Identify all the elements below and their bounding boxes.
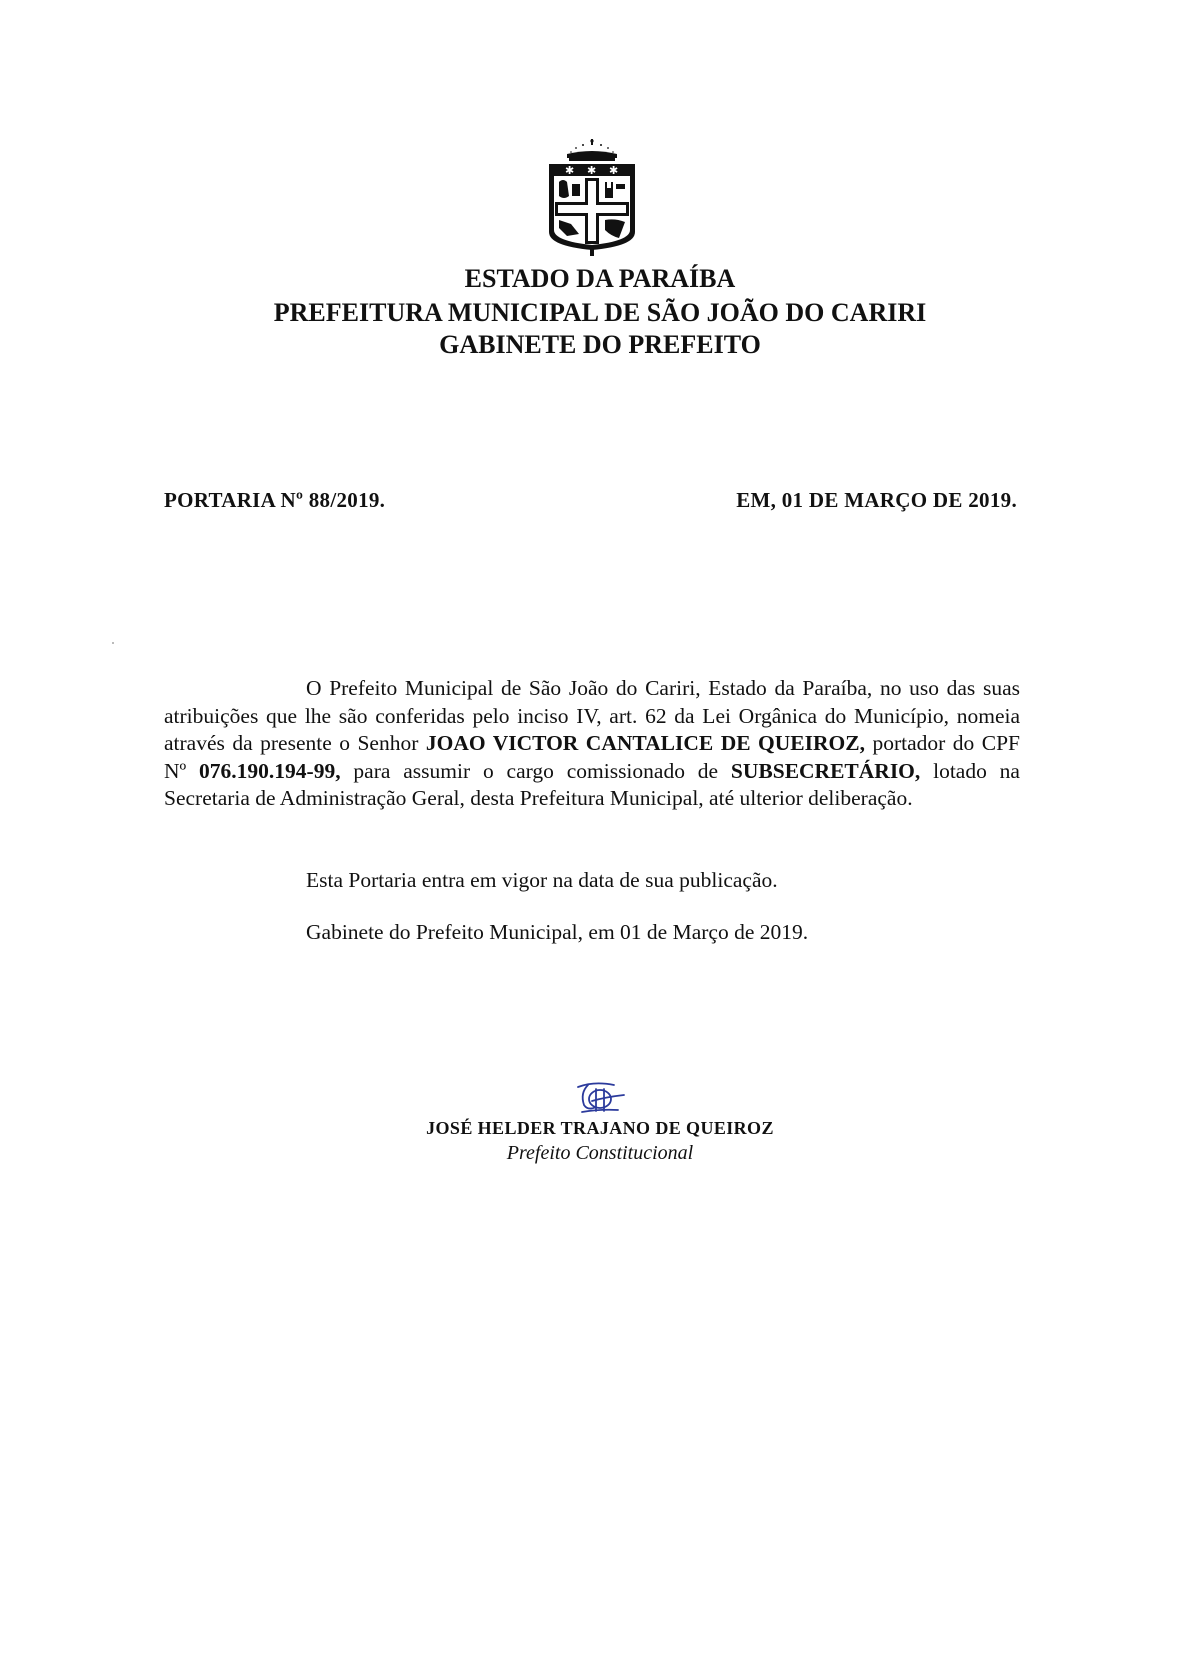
effective-date-line: Esta Portaria entra em vigor na data de sua publicação.	[306, 868, 778, 892]
appointee-cpf: 076.190.194-99,	[199, 758, 341, 783]
header-office: GABINETE DO PREFEITO	[439, 330, 761, 359]
header-state: ESTADO DA PARAÍBA	[464, 264, 736, 293]
body-text-c: para assumir o cargo comissionado de	[340, 758, 731, 783]
body-text-d: lotado na Secretaria de Administração Geral, desta Prefeitura Municipal, até ulterior deliberação.	[164, 758, 1020, 810]
body-text-a: O Prefeito Municipal de São João do Cariri, Estado da Paraíba, no uso das suas atribuições que lhe são conferidas pelo inciso IV, art. 62 da Lei Orgânica do Município, nomeia através da presente o Senhor	[164, 676, 1020, 755]
appointee-role: SUBSECRETÁRIO,	[730, 758, 921, 783]
header-municipality: PREFEITURA MUNICIPAL DE SÃO JOÃO DO CARIRI	[273, 298, 927, 327]
appointee-name: JOAO VICTOR CANTALICE DE QUEIROZ,	[425, 731, 865, 755]
svg-text:✱: ✱	[609, 164, 619, 177]
svg-text:✱: ✱	[565, 164, 575, 177]
body-text-b: portador do CPF Nº	[164, 731, 1021, 783]
portaria-date: EM, 01 DE MARÇO DE 2019.	[736, 488, 1017, 512]
scan-speck	[112, 642, 114, 644]
signer-title: Prefeito Constitucional	[506, 1142, 694, 1164]
handwritten-signature-icon	[574, 1079, 628, 1115]
body-paragraph	[164, 675, 1020, 813]
signer-name: JOSÉ HELDER TRAJANO DE QUEIROZ	[426, 1118, 774, 1138]
svg-text:✱: ✱	[587, 164, 597, 177]
coat-of-arms-icon	[545, 138, 639, 258]
closing-line: Gabinete do Prefeito Municipal, em 01 de Março de 2019.	[306, 920, 809, 944]
portaria-number: PORTARIA Nº 88/2019.	[164, 488, 386, 512]
